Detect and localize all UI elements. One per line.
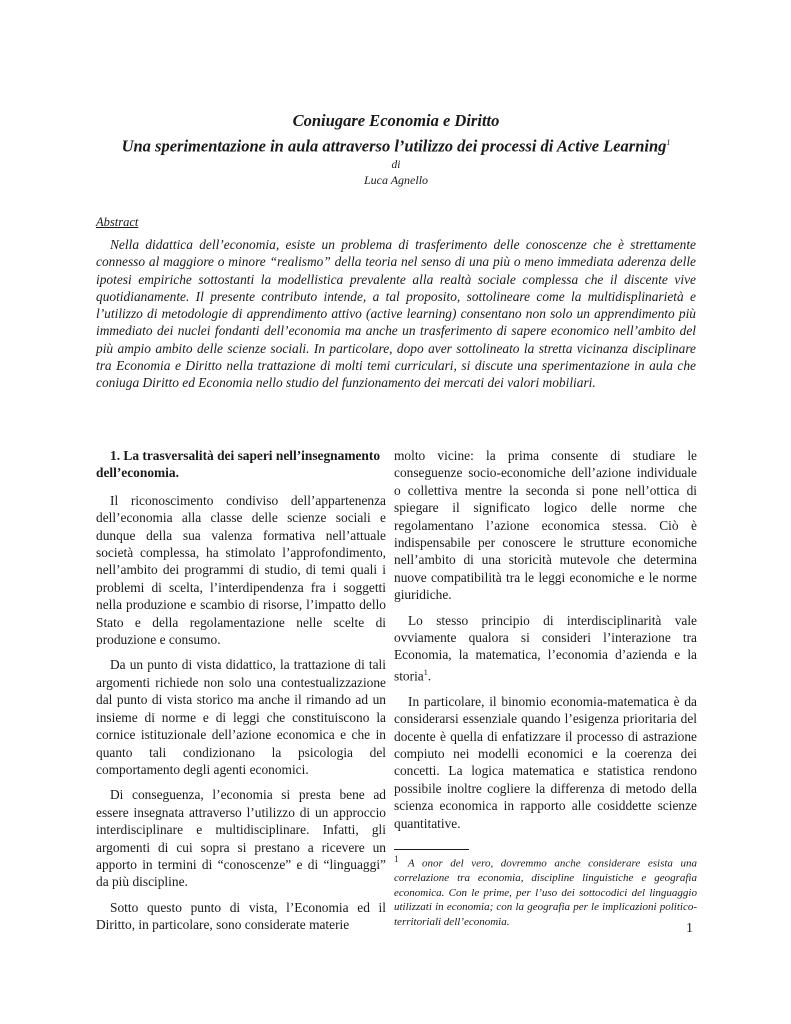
author-name: Luca Agnello bbox=[363, 172, 429, 187]
by-line: di bbox=[391, 158, 401, 171]
paper-subtitle-text: Una sperimentazione in aula attraverso l’utilizzo dei processi di Active Learning bbox=[121, 136, 667, 156]
page-number: 1 bbox=[686, 921, 693, 936]
abstract-label: Abstract bbox=[96, 215, 139, 229]
paragraph-continuation: molto vicine: la prima consente di studiare le conseguenze socio-economiche dell’azione individuale o collettiva mentre la seconda si pone nell’ottica di spiegare il significato logico delle norme che regolamentano l’azione economica stessa. Ciò è indispensabile per conoscere le strutture economiche nell’ambito di una storicità mutevole che determina nuove compatibilità tra le leggi economiche e le norme giuridiche. bbox=[394, 448, 697, 603]
footnote-number: 1 bbox=[394, 854, 399, 864]
footnote-reference[interactable]: 1 bbox=[423, 667, 428, 677]
right-column bbox=[394, 447, 697, 840]
footnote-text: A onor del vero, dovremmo anche considerare esista una correlazione tra economia, discipline linguistiche e geografia economica. Con le prime, per l’uso dei sottocodici del linguaggio utilizzati in economia; con la geografia per le implicazioni politico-territoriali dell’economia. bbox=[394, 857, 697, 928]
title-block bbox=[96, 110, 696, 188]
paragraph: Il riconoscimento condiviso dell’appartenenza dell’economia alla classe delle scienze sociali e dunque della sua valenza formativa nell’attuale società complessa, ha stimolato l’approfondimento, nell’ambito dei programmi di studio, di temi quali i problemi di scelta, l’interdipendenza fra i soggetti nella produzione e scambio di risorse, l’impatto dello Stato e della regolamentazione nelle scelte di produzione e consumo. bbox=[96, 492, 386, 648]
abstract-text: Nella didattica dell’economia, esiste un problema di trasferimento delle conoscenze che è strettamente connesso al maggiore o minore “realismo” della teoria nel senso di una più o meno immediata aderenza delle ipotesi empiriche sottostanti la modellistica prevalente alla realtà sociale complessa che il discente vive quotidianamente. Il presente contributo intende, a tal proposito, sottolineare come la multidisplinarietà e l’utilizzo di metodologie di apprendimento attivo (active learning) consentano non solo un apprendimento più immediato dei nuclei fondanti dell’economia ma anche un trasferimento di sapere economico nell’ambito del più ampio ambito delle scienze sociali. In particolare, dopo aver sottolineato la stretta vicinanza disciplinare tra Economia e Diritto nella trattazione di molti temi curriculari, si discute una sperimentazione in aula che coniuga Diritto ed Economia nello studio del funzionamento dei mercati dei valori mobiliari. bbox=[96, 237, 696, 391]
paragraph: Di conseguenza, l’economia si presta bene ad essere insegnata attraverso l’utilizzo di un approccio interdisciplinare e multidisciplinare. Infatti, gli argomenti di cui sopra si prestano a ricevere un apporto in termini di “conoscenze” e di “linguaggi” da più discipline. bbox=[96, 787, 386, 890]
paper-subtitle bbox=[96, 132, 696, 157]
paragraph: In particolare, il binomio economia-matematica è da considerarsi essenziale quando l’esigenza prioritaria del docente è quella di enfatizzare il processo di astrazione compiuto nei modelli economici e la coerenza dei concetti. La logica matematica e statistica rendono possibile inoltre cogliere la differenza di metodo della scienza economica in rapporto alle cosiddette scienze quantitative. bbox=[394, 693, 697, 831]
footnote-divider bbox=[394, 849, 469, 850]
paper-title: Coniugare Economia e Diritto bbox=[292, 111, 500, 130]
section-heading: 1. La trasversalità dei saperi nell’insegnamento dell’economia. bbox=[96, 448, 381, 481]
left-column bbox=[96, 447, 386, 942]
paragraph bbox=[394, 612, 697, 685]
footnote bbox=[394, 852, 697, 929]
subtitle-footnote-mark: 1 bbox=[666, 138, 671, 147]
paragraph-end: . bbox=[427, 668, 432, 684]
paragraph-text: Lo stesso principio di interdisciplinarità vale ovviamente qualora si consideri l’interazione tra Economia, la matematica, l’economia d’azienda e la storia bbox=[394, 612, 697, 684]
paragraph: Sotto questo punto di vista, l’Economia ed il Diritto, in particolare, sono considerate materie bbox=[96, 899, 386, 933]
paragraph: Da un punto di vista didattico, la trattazione di tali argomenti richiede non solo una contestualizzazione dal punto di vista storico ma anche il rimando ad un insieme di norme e di leggi che constituiscono la cornice istituzionale dell’azione economica e che in quanto tali condizionano la psicologia del comportamento degli agenti economici. bbox=[96, 657, 386, 777]
